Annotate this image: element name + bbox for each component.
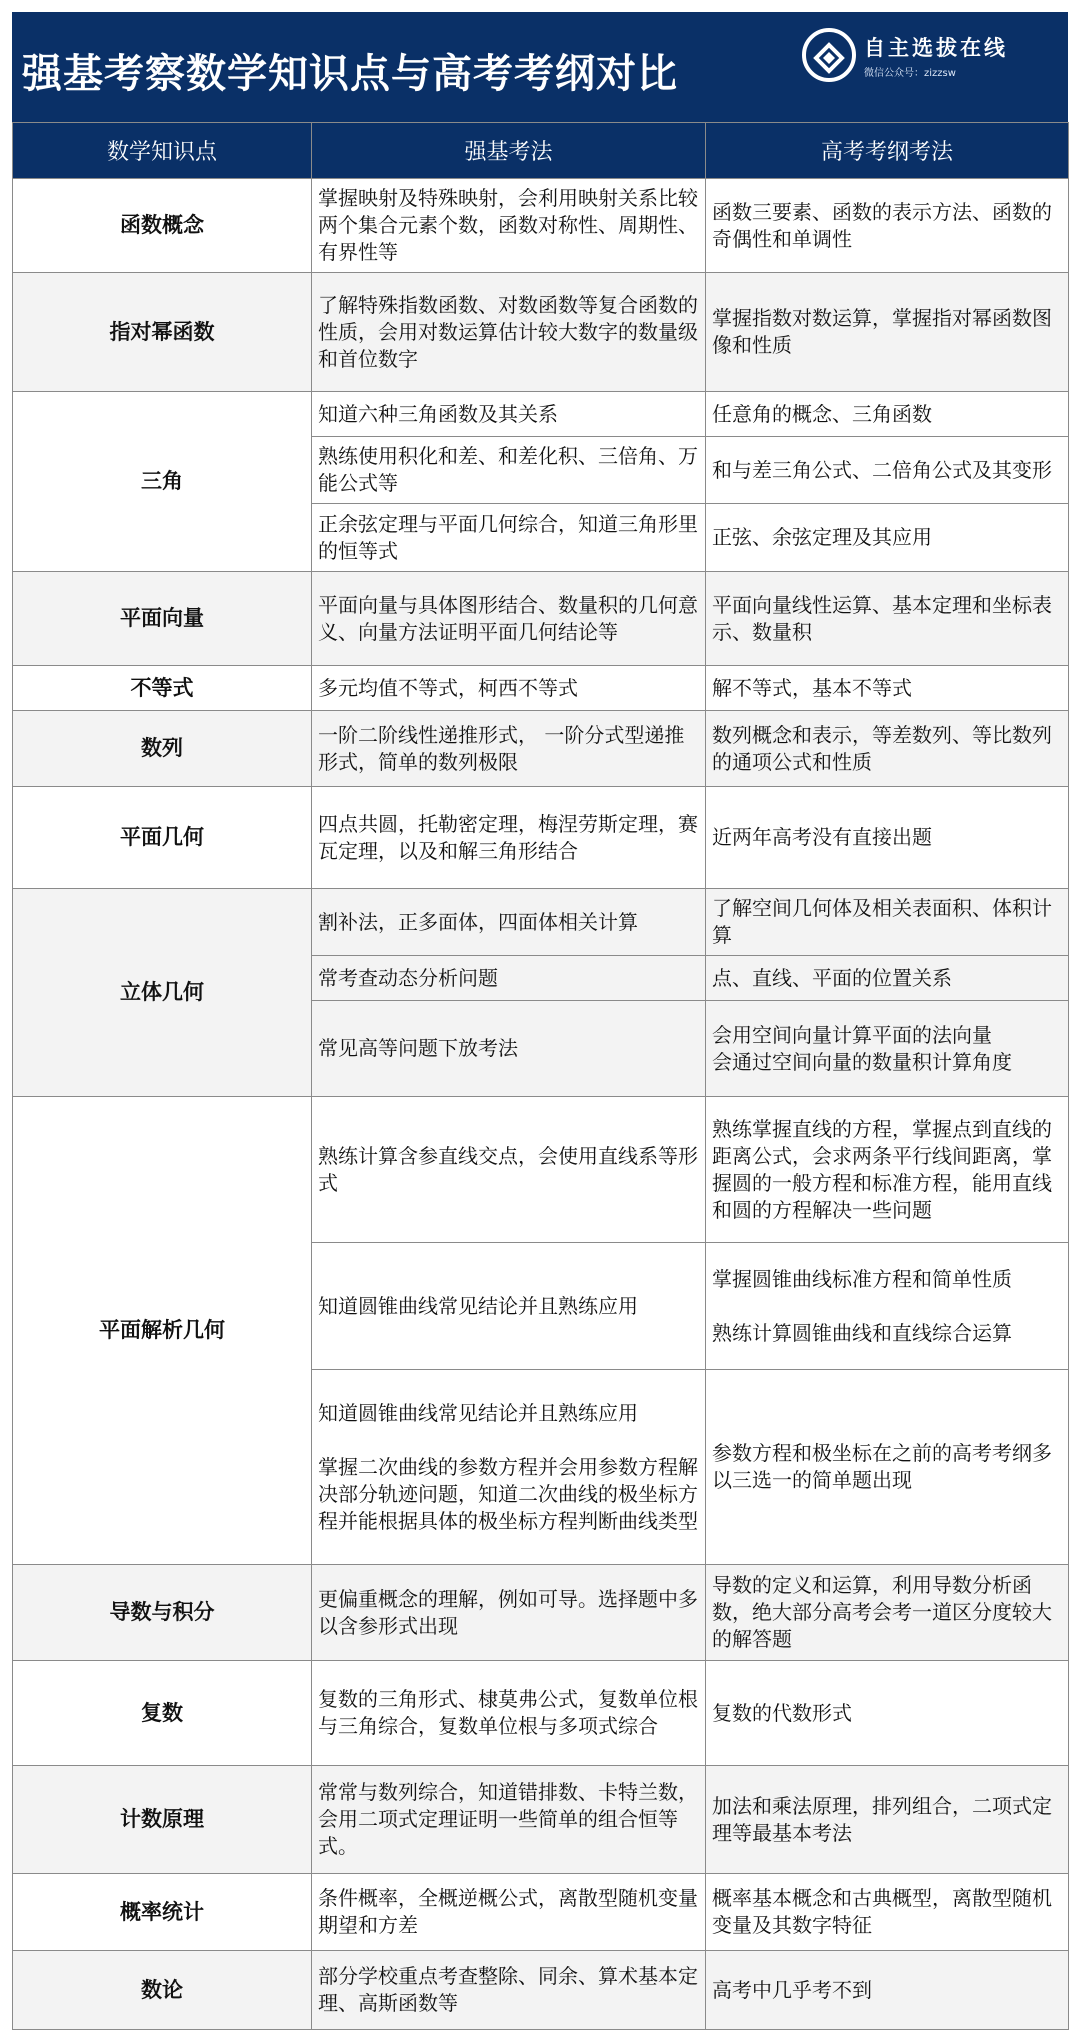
table-row [13,787,1069,889]
topic-cell: 导数与积分 [13,1565,312,1661]
strong-cell: 知道圆锥曲线常见结论并且熟练应用 [312,1243,706,1370]
topic-cell: 平面几何 [13,787,312,889]
gaokao-cell: 平面向量线性运算、基本定理和坐标表示、数量积 [706,572,1069,666]
topic-cell: 数论 [13,1951,312,2030]
strong-cell: 部分学校重点考查整除、同余、算术基本定理、高斯函数等 [312,1951,706,2030]
topic-cell: 立体几何 [13,889,312,1097]
table-row [13,572,1069,666]
gaokao-cell: 数列概念和表示，等差数列、等比数列的通项公式和性质 [706,711,1069,787]
table-row [13,1661,1069,1766]
gaokao-cell: 掌握指数对数运算，掌握指对幂函数图像和性质 [706,273,1069,392]
strong-cell: 常考查动态分析问题 [312,956,706,1001]
strong-cell: 条件概率，全概逆概公式，离散型随机变量期望和方差 [312,1874,706,1951]
strong-cell: 常见高等问题下放考法 [312,1001,706,1097]
strong-cell: 四点共圆，托勒密定理，梅涅劳斯定理，赛瓦定理，以及和解三角形结合 [312,787,706,889]
logo-subtitle: 微信公众号：zizzsw [864,68,956,79]
table-row [13,392,1069,437]
brand-logo [802,28,1032,88]
strong-cell: 熟练使用积化和差、和差化积、三倍角、万能公式等 [312,437,706,504]
topic-cell: 三角 [13,392,312,572]
gaokao-cell: 熟练掌握直线的方程，掌握点到直线的距离公式，会求两条平行线间距离，掌握圆的一般方程和标准方程，能用直线和圆的方程解决一些问题 [706,1097,1069,1243]
gaokao-cell: 近两年高考没有直接出题 [706,787,1069,889]
table-row [13,1565,1069,1661]
topic-cell: 不等式 [13,666,312,711]
gaokao-cell: 会用空间向量计算平面的法向量 会通过空间向量的数量积计算角度 [706,1001,1069,1097]
gaokao-cell: 导数的定义和运算，利用导数分析函数，绝大部分高考会考一道区分度较大的解答题 [706,1565,1069,1661]
table-row [13,179,1069,273]
header-topic: 数学知识点 [13,123,312,179]
header-strong-method: 强基考法 [312,123,706,179]
header-gaokao-method: 高考考纲考法 [706,123,1069,179]
strong-cell: 常常与数列综合，知道错排数、卡特兰数，会用二项式定理证明一些简单的组合恒等式。 [312,1766,706,1874]
logo-name: 自主选拔在线 [864,35,1008,60]
gaokao-cell: 高考中几乎考不到 [706,1951,1069,2030]
table-header-row [13,123,1069,179]
table-row [13,1951,1069,2030]
table-row [13,666,1069,711]
table-row [13,889,1069,956]
strong-cell: 知道六种三角函数及其关系 [312,392,706,437]
table-row [13,1097,1069,1243]
strong-cell: 割补法，正多面体，四面体相关计算 [312,889,706,956]
topic-cell: 指对幂函数 [13,273,312,392]
strong-cell: 掌握映射及特殊映射，会利用映射关系比较两个集合元素个数，函数对称性、周期性、有界性等 [312,179,706,273]
gaokao-cell: 了解空间几何体及相关表面积、体积计算 [706,889,1069,956]
gaokao-cell: 参数方程和极坐标在之前的高考考纲多以三选一的简单题出现 [706,1370,1069,1565]
strong-cell: 复数的三角形式、棣莫弗公式，复数单位根与三角综合，复数单位根与多项式综合 [312,1661,706,1766]
topic-cell: 复数 [13,1661,312,1766]
title-banner [12,12,1068,122]
gaokao-cell: 正弦、余弦定理及其应用 [706,504,1069,572]
gaokao-cell: 解不等式，基本不等式 [706,666,1069,711]
strong-cell: 熟练计算含参直线交点，会使用直线系等形式 [312,1097,706,1243]
strong-cell: 了解特殊指数函数、对数函数等复合函数的性质，会用对数运算估计较大数字的数量级和首位数字 [312,273,706,392]
strong-cell: 多元均值不等式，柯西不等式 [312,666,706,711]
strong-cell: 平面向量与具体图形结合、数量积的几何意义、向量方法证明平面几何结论等 [312,572,706,666]
table-row [13,711,1069,787]
table-row [13,1874,1069,1951]
gaokao-cell: 任意角的概念、三角函数 [706,392,1069,437]
strong-cell: 一阶二阶线性递推形式， 一阶分式型递推形式，简单的数列极限 [312,711,706,787]
gaokao-cell: 点、直线、平面的位置关系 [706,956,1069,1001]
table-row [13,273,1069,392]
page-title: 强基考察数学知识点与高考考纲对比 [22,51,678,97]
table-row [13,1766,1069,1874]
topic-cell: 函数概念 [13,179,312,273]
comparison-table [12,122,1069,2030]
strong-cell: 知道圆锥曲线常见结论并且熟练应用 掌握二次曲线的参数方程并会用参数方程解决部分轨迹问题，知道二次曲线的极坐标方程并能根据具体的极坐标方程判断曲线类型 [312,1370,706,1565]
topic-cell: 平面向量 [13,572,312,666]
gaokao-cell: 加法和乘法原理，排列组合，二项式定理等最基本考法 [706,1766,1069,1874]
gaokao-cell: 和与差三角公式、二倍角公式及其变形 [706,437,1069,504]
gaokao-cell: 概率基本概念和古典概型，离散型随机变量及其数字特征 [706,1874,1069,1951]
strong-cell: 正余弦定理与平面几何综合，知道三角形里的恒等式 [312,504,706,572]
topic-cell: 平面解析几何 [13,1097,312,1565]
gaokao-cell: 复数的代数形式 [706,1661,1069,1766]
topic-cell: 数列 [13,711,312,787]
logo-mark-icon [802,28,856,82]
gaokao-cell: 函数三要素、函数的表示方法、函数的奇偶性和单调性 [706,179,1069,273]
gaokao-cell: 掌握圆锥曲线标准方程和简单性质 熟练计算圆锥曲线和直线综合运算 [706,1243,1069,1370]
strong-cell: 更偏重概念的理解，例如可导。选择题中多以含参形式出现 [312,1565,706,1661]
topic-cell: 概率统计 [13,1874,312,1951]
topic-cell: 计数原理 [13,1766,312,1874]
